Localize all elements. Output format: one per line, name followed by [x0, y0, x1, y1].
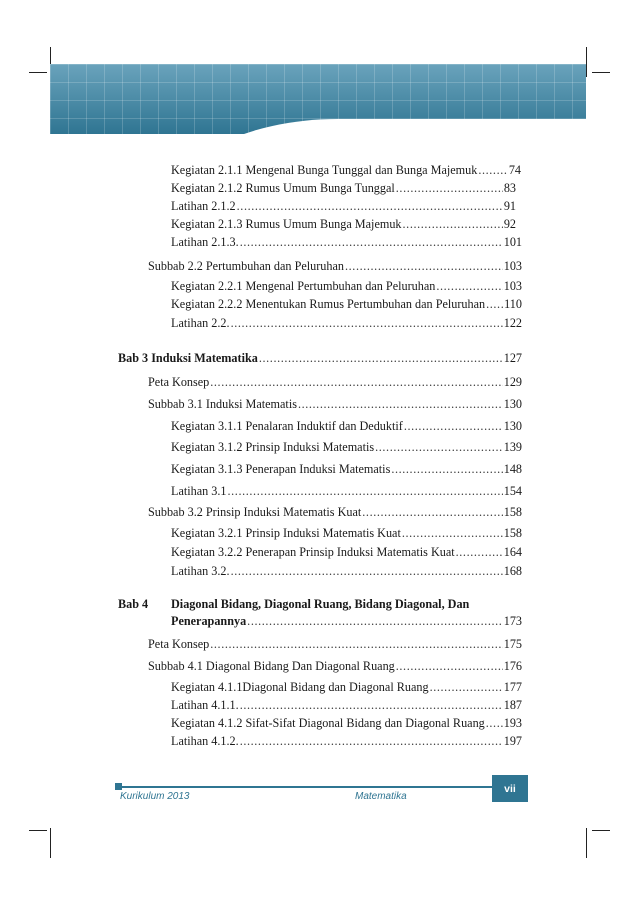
crop-mark [29, 830, 47, 831]
crop-mark [586, 828, 587, 858]
toc-entry: Kegiatan 3.2.2 Penerapan Prinsip Induksi Matematis Kuat ..... 164 [171, 545, 522, 560]
toc-entry: Latihan 2.1.3. ..... 101 [171, 235, 522, 250]
page-number: vii [492, 775, 528, 802]
toc-entry: Peta Konsep ..... 175 [148, 637, 522, 652]
header-banner [50, 64, 586, 134]
toc-entry: Subbab 3.1 Induksi Matematis ..... 130 [148, 397, 522, 412]
chapter-label: Bab 4 [118, 597, 149, 611]
crop-mark [592, 830, 610, 831]
crop-mark [586, 47, 587, 77]
toc-entry: Peta Konsep ..... 129 [148, 375, 522, 390]
crop-mark [50, 828, 51, 858]
crop-mark [29, 72, 47, 73]
footer-subject: Matematika [355, 791, 407, 802]
toc-entry: Kegiatan 2.1.2 Rumus Umum Bunga Tunggal ..... 83 [171, 181, 516, 196]
toc-entry: Kegiatan 2.2.1 Mengenal Pertumbuhan dan Peluruhan ..... 103 [171, 279, 522, 294]
footer-curriculum: Kurikulum 2013 [120, 791, 190, 802]
toc-entry: Kegiatan 2.2.2 Menentukan Rumus Pertumbuhan dan Peluruhan ..... 110 [171, 297, 522, 312]
toc-entry: Latihan 4.1.2. ..... 197 [171, 734, 522, 749]
toc-entry: Kegiatan 2.1.3 Rumus Umum Bunga Majemuk ..... 92 [171, 217, 516, 232]
toc-chapter-entry: Bab 3 Induksi Matematika ..... 127 [118, 351, 522, 366]
chapter-title: Diagonal Bidang, Diagonal Ruang, Bidang Diagonal, Dan [171, 597, 470, 611]
crop-mark [592, 72, 610, 73]
toc-entry: Kegiatan 3.1.3 Penerapan Induksi Matematis ..... 148 [171, 462, 522, 477]
toc-entry: Subbab 3.2 Prinsip Induksi Matematis Kuat ..... 158 [148, 505, 522, 520]
toc-entry: Latihan 2.1.2 ..... 91 [171, 199, 516, 214]
footer-rule [118, 786, 528, 788]
toc-chapter-entry: Penerapannya ..... 173 [171, 614, 522, 629]
toc-entry: Latihan 3.2. ..... 168 [171, 564, 522, 579]
toc-entry: Subbab 2.2 Pertumbuhan dan Peluruhan ..... 103 [148, 259, 522, 274]
toc-entry: Latihan 3.1 ..... 154 [171, 484, 522, 499]
toc-entry: Kegiatan 2.1.1 Mengenal Bunga Tunggal dan Bunga Majemuk ..... 74 [171, 163, 521, 178]
toc-entry: Kegiatan 3.2.1 Prinsip Induksi Matematis Kuat ..... 158 [171, 526, 522, 541]
toc-entry: Subbab 4.1 Diagonal Bidang Dan Diagonal Ruang ..... 176 [148, 659, 522, 674]
toc-entry: Latihan 4.1.1. ..... 187 [171, 698, 522, 713]
toc-entry: Kegiatan 3.1.2 Prinsip Induksi Matematis ..... 139 [171, 440, 522, 455]
toc-entry: Kegiatan 3.1.1 Penalaran Induktif dan Deduktif ..... 130 [171, 419, 522, 434]
toc-entry: Latihan 2.2. ..... 122 [171, 316, 522, 331]
toc-entry: Kegiatan 4.1.1Diagonal Bidang dan Diagonal Ruang ..... 177 [171, 680, 522, 695]
toc-entry: Kegiatan 4.1.2 Sifat-Sifat Diagonal Bidang dan Diagonal Ruang ..... 193 [171, 716, 522, 731]
